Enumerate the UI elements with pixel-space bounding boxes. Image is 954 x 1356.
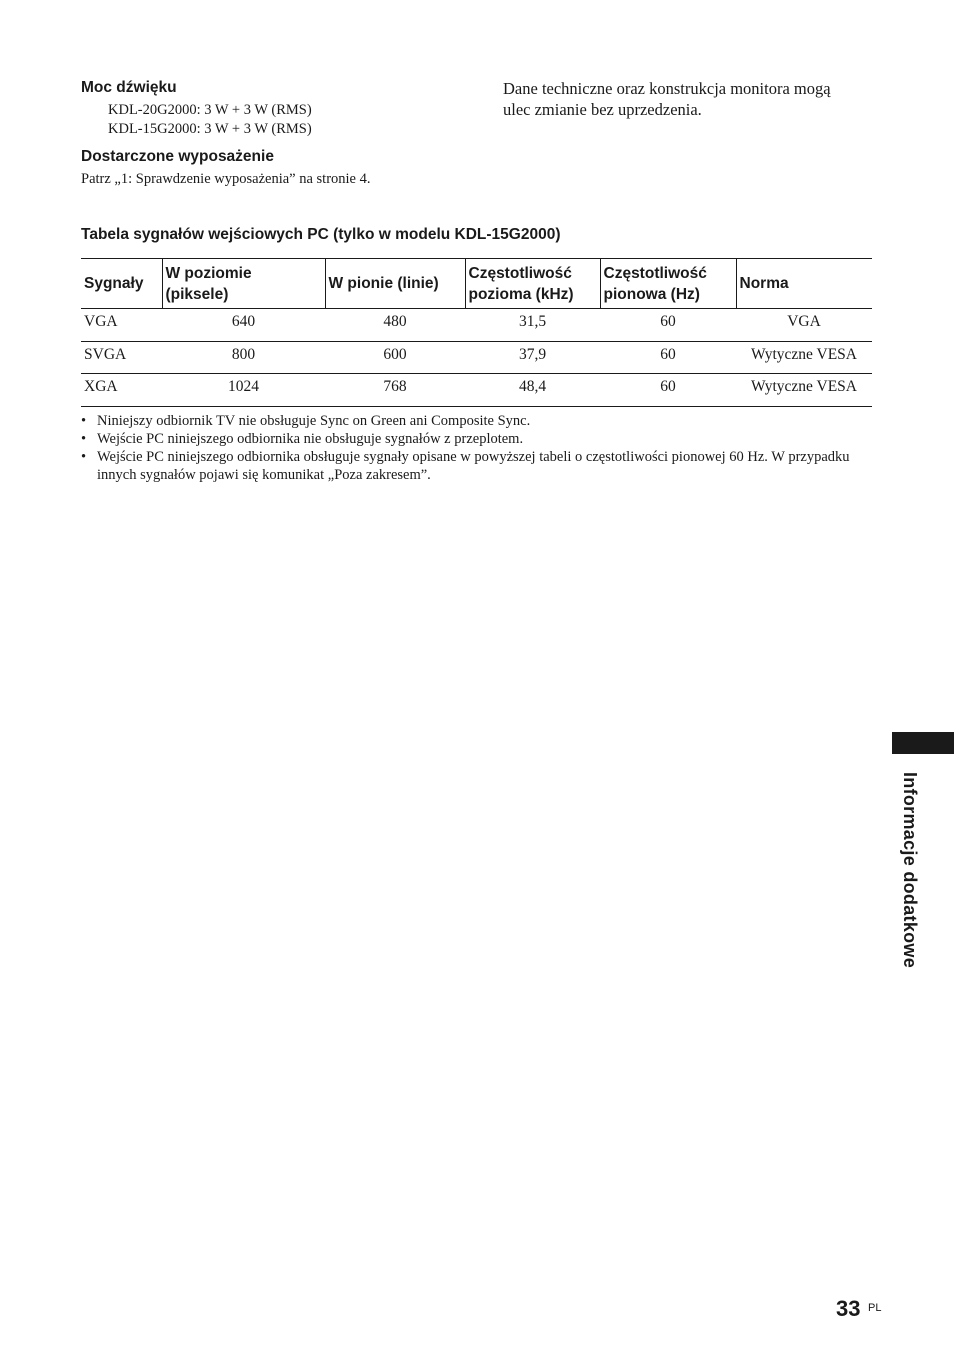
cell-standard: Wytyczne VESA — [736, 341, 872, 374]
list-item — [81, 448, 872, 484]
bullet: • — [81, 449, 87, 465]
header-line: pionowa (Hz) — [603, 285, 700, 303]
header-horizontal-pixels — [162, 259, 325, 309]
sound-line-kdl15: KDL-15G2000: 3 W + 3 W (RMS) — [108, 121, 312, 137]
cell-signal: VGA — [81, 309, 162, 342]
header-line: Norma — [739, 275, 789, 292]
cell-standard: VGA — [736, 309, 872, 342]
note-text: Wejście PC niniejszego odbiornika obsługuje sygnały opisane w powyższej tabeli o częstotliwości pionowej 60 Hz. W przypadku innych sygnałów pojawi się komunikat „Poza zakresem”. — [97, 449, 850, 483]
header-signals — [81, 259, 162, 309]
accessories-heading: Dostarczone wyposażenie — [81, 148, 274, 165]
cell-signal: XGA — [81, 374, 162, 407]
header-vertical-lines — [325, 259, 465, 309]
cell-horizontal: 640 — [162, 309, 325, 342]
cell-h-frequency: 31,5 — [465, 309, 600, 342]
sound-heading: Moc dźwięku — [81, 79, 177, 96]
header-line: W poziomie — [165, 264, 252, 282]
header-line: W pionie (linie) — [328, 275, 439, 292]
table-row — [81, 374, 872, 407]
disclaimer — [503, 78, 878, 120]
disclaimer-line: ulec zmianie bez uprzedzenia. — [503, 100, 702, 119]
table-header-row — [81, 259, 872, 309]
header-line: (piksele) — [165, 285, 229, 303]
header-horizontal-frequency — [465, 259, 600, 309]
notes-list — [81, 412, 872, 484]
cell-h-frequency: 48,4 — [465, 374, 600, 407]
header-line: Częstotliwość — [603, 264, 707, 282]
disclaimer-line: Dane techniczne oraz konstrukcja monitora mogą — [503, 79, 831, 98]
cell-v-frequency: 60 — [600, 341, 736, 374]
page-number: 33 — [836, 1296, 861, 1321]
cell-vertical: 768 — [325, 374, 465, 407]
note-text: Wejście PC niniejszego odbiornika nie obsługuje sygnałów z przeplotem. — [97, 431, 524, 447]
accessories-text: Patrz „1: Sprawdzenie wyposażenia” na stronie 4. — [81, 171, 371, 187]
cell-signal: SVGA — [81, 341, 162, 374]
cell-horizontal: 1024 — [162, 374, 325, 407]
cell-v-frequency: 60 — [600, 309, 736, 342]
table-row — [81, 341, 872, 374]
signal-table-title: Tabela sygnałów wejściowych PC (tylko w modelu KDL-15G2000) — [81, 226, 561, 243]
list-item — [81, 430, 872, 448]
header-standard — [736, 259, 872, 309]
cell-standard: Wytyczne VESA — [736, 374, 872, 407]
cell-h-frequency: 37,9 — [465, 341, 600, 374]
sound-line-kdl20: KDL-20G2000: 3 W + 3 W (RMS) — [108, 102, 312, 118]
cell-horizontal: 800 — [162, 341, 325, 374]
header-line: pozioma (kHz) — [468, 285, 574, 303]
bullet: • — [81, 413, 87, 429]
signal-table — [81, 258, 872, 407]
note-text: Niniejszy odbiornik TV nie obsługuje Sync on Green ani Composite Sync. — [97, 413, 531, 429]
chapter-tab-marker — [892, 732, 954, 754]
page-language: PL — [868, 1302, 882, 1314]
list-item — [81, 412, 872, 430]
header-line: Częstotliwość — [468, 264, 572, 282]
chapter-tab-label: Informacje dodatkowe — [900, 772, 920, 969]
table-row — [81, 309, 872, 342]
header-vertical-frequency — [600, 259, 736, 309]
cell-vertical: 600 — [325, 341, 465, 374]
cell-vertical: 480 — [325, 309, 465, 342]
cell-v-frequency: 60 — [600, 374, 736, 407]
header-line: Sygnały — [84, 275, 144, 292]
bullet: • — [81, 431, 87, 447]
